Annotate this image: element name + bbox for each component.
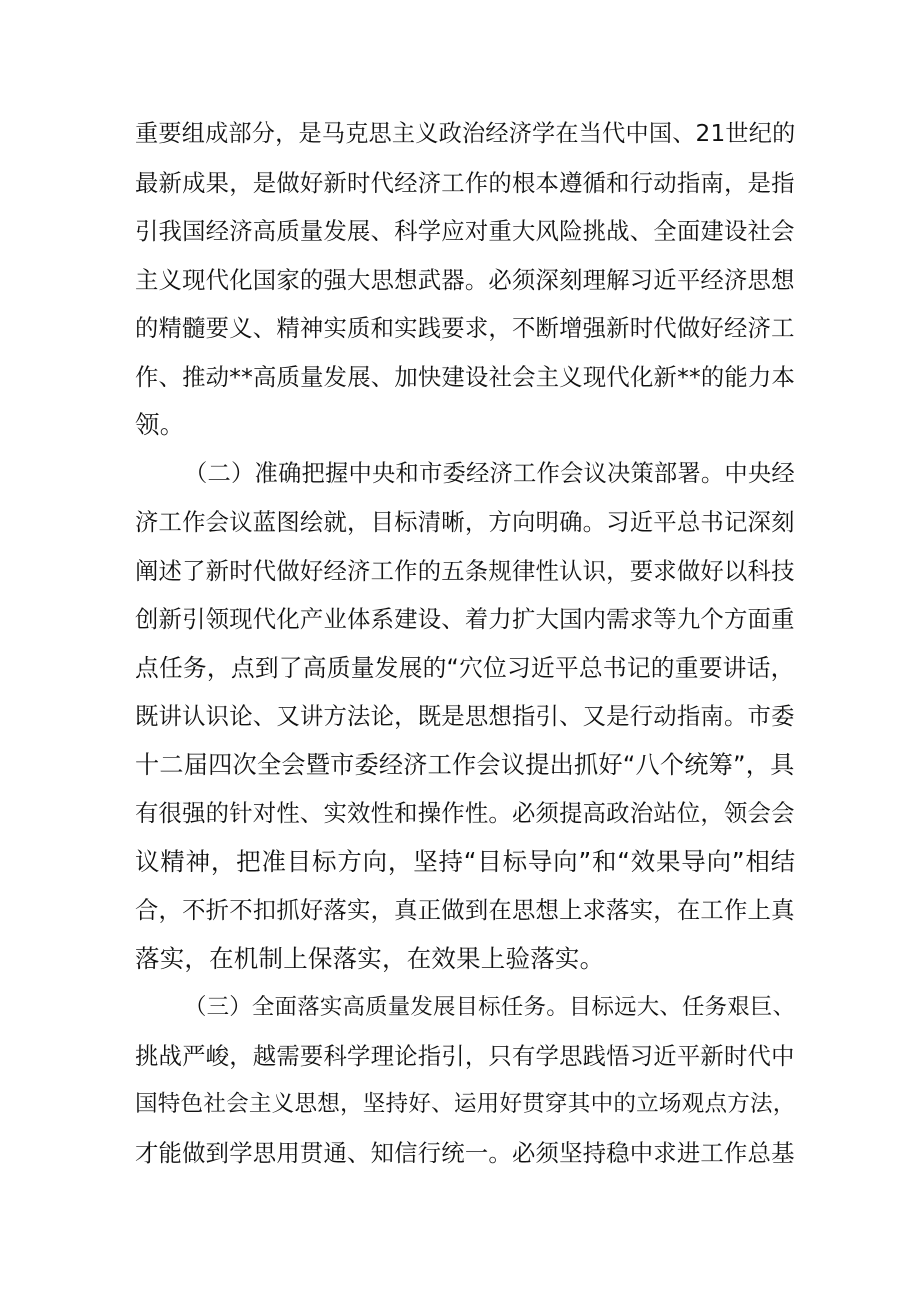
text-line: 既讲认识论、又讲方法论，既是思想指引、又是行动指南。市委 <box>135 702 795 730</box>
text-line: 点任务，点到了高质量发展的“穴位习近平总书记的重要讲话， <box>135 653 795 682</box>
text-line: 引我国经济高质量发展、科学应对重大风险挑战、全面建设社会 <box>135 217 795 245</box>
text-line: 国特色社会主义思想，坚持好、运用好贯穿其中的立场观点方法， <box>135 1091 796 1117</box>
section-heading-line: （三）全面落实高质量发展目标任务。目标远大、任务艰巨、 <box>184 994 796 1020</box>
section-heading-line: （二）准确把握中央和市委经济工作会议决策部署。中央经 <box>184 459 795 487</box>
text-line: 重要组成部分，是马克思主义政治经济学在当代中国、21世纪的 <box>135 121 796 147</box>
text-line: 创新引领现代化产业体系建设、着力扩大国内需求等九个方面重 <box>135 605 795 633</box>
text-line: 阐述了新时代做好经济工作的五条规律性认识，要求做好以科技 <box>135 556 795 585</box>
text-line: 十二届四次全会暨市委经济工作会议提出抓好“八个统筹”，具 <box>135 750 795 779</box>
paragraph-3-section-three <box>135 983 795 1177</box>
text-line: 最新成果，是做好新时代经济工作的根本遵循和行动指南，是指 <box>135 168 795 197</box>
paragraph-1 <box>135 110 795 450</box>
paragraph-2-section-two <box>135 450 795 984</box>
text-line: 领。 <box>135 410 185 439</box>
document-body <box>135 110 795 1177</box>
text-line: 主义现代化国家的强大思想武器。必须深刻理解习近平经济思想 <box>135 265 795 294</box>
text-line: 才能做到学思用贯通、知信行统一。必须坚持稳中求进工作总基 <box>135 1138 795 1167</box>
text-line: 挑战严峻，越需要科学理论指引，只有学思践悟习近平新时代中 <box>135 1041 795 1070</box>
text-line: 有很强的针对性、实效性和操作性。必须提高政治站位，领会会 <box>135 799 795 827</box>
text-line: 作、推动**高质量发展、加快建设社会主义现代化新**的能力本 <box>135 362 796 391</box>
text-line: 落实，在机制上保落实，在效果上验落实。 <box>135 943 605 973</box>
text-line: 济工作会议蓝图绘就，目标清晰，方向明确。习近平总书记深刻 <box>135 508 795 536</box>
text-line: 议精神，把准目标方向，坚持“目标导向”和“效果导向”相结 <box>135 846 796 876</box>
text-line: 合，不折不扣抓好落实，真正做到在思想上求落实，在工作上真 <box>135 896 795 924</box>
text-line: 的精髓要义、精神实质和实践要求，不断增强新时代做好经济工 <box>135 314 795 342</box>
